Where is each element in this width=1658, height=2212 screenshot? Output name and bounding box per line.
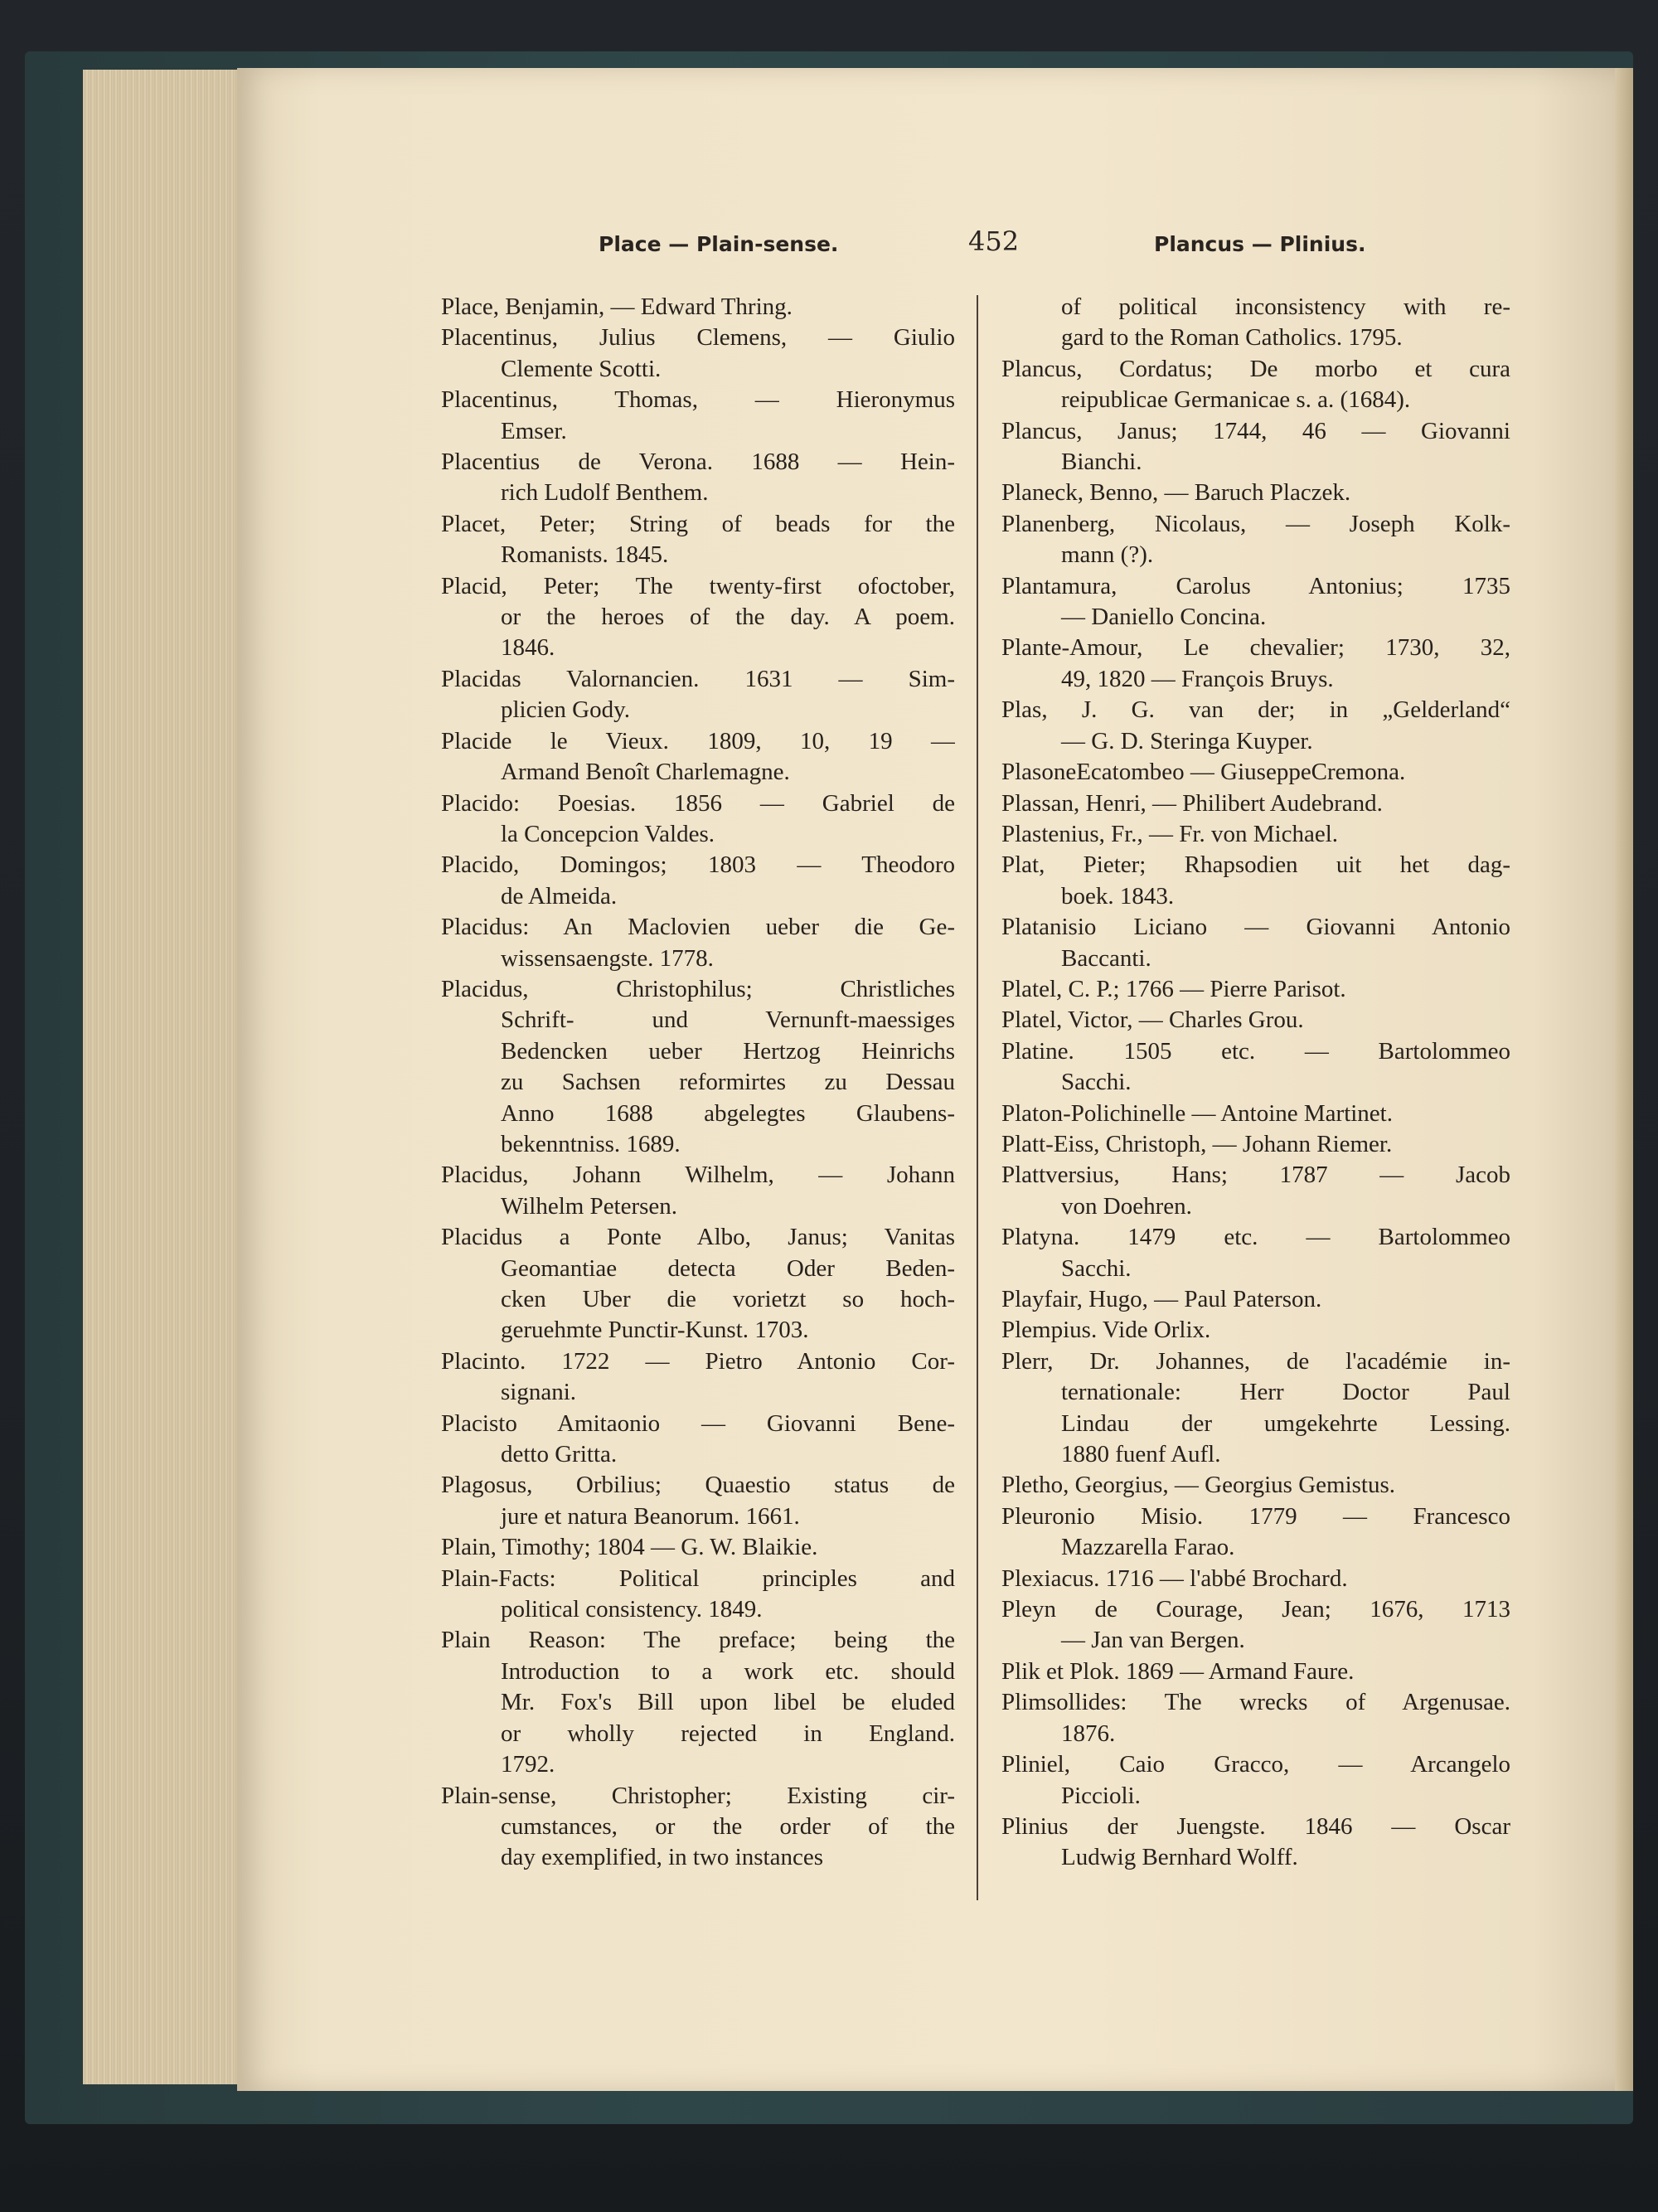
index-entry: [1001, 1470, 1510, 1501]
entry-line: rich Ludolf Benthem.: [501, 479, 709, 507]
index-entry: [1001, 1657, 1510, 1687]
index-entry: [1001, 292, 1510, 354]
index-entry: [441, 323, 955, 385]
index-entry: [1001, 1284, 1510, 1315]
entry-line: jure et natura Beanorum. 1661.: [501, 1502, 800, 1530]
entry-line: Platanisio Liciano — Giovanni Antonio: [1001, 914, 1510, 941]
entry-line: bekenntniss. 1689.: [501, 1130, 681, 1157]
right-column: [1001, 292, 1510, 1874]
entry-line: Bedencken ueber Hertzog Heinrichs: [501, 1037, 955, 1065]
index-entry: [1001, 1129, 1510, 1160]
entry-line: Plinius der Juengste. 1846 — Oscar: [1001, 1812, 1510, 1840]
entry-line: Plassan, Henri, — Philibert Audebrand.: [1001, 789, 1383, 817]
entry-line: — Daniello Concina.: [1061, 604, 1267, 631]
entry-line: Geomantiae detecta Oder Beden-: [501, 1254, 955, 1282]
index-entry: [441, 726, 955, 788]
entry-line: la Concepcion Valdes.: [501, 820, 715, 847]
page-edges: [83, 70, 240, 2084]
entry-line: geruehmte Punctir-Kunst. 1703.: [501, 1317, 809, 1344]
entry-line: de Almeida.: [501, 882, 618, 910]
index-entry: [1001, 912, 1510, 974]
index-entry: [1001, 509, 1510, 571]
entry-line: Plagosus, Orbilius; Quaestio status de: [441, 1472, 955, 1499]
entry-line: Sacchi.: [1061, 1069, 1132, 1096]
index-entry: [441, 1346, 955, 1409]
entry-line: Placentinus, Julius Clemens, — Giulio: [441, 324, 955, 352]
entry-line: day exemplified, in two instances: [501, 1844, 823, 1871]
entry-line: — Jan van Bergen.: [1061, 1627, 1245, 1654]
entry-line: Place, Benjamin, — Edward Thring.: [441, 293, 793, 320]
left-column: [441, 292, 955, 1874]
entry-line: Placidas Valornancien. 1631 — Sim-: [441, 665, 955, 692]
entry-line: or the heroes of the day. A poem.: [501, 604, 955, 631]
entry-line: von Doehren.: [1061, 1192, 1192, 1220]
index-entry: [441, 1532, 955, 1563]
entry-line: Schrift- und Vernunft-maessiges: [501, 1007, 955, 1034]
entry-line: Mazzarella Farao.: [1061, 1534, 1235, 1561]
entry-line: Ludwig Bernhard Wolff.: [1061, 1844, 1298, 1871]
index-entry: [1001, 571, 1510, 633]
index-entry: [1001, 416, 1510, 478]
entry-line: Placentinus, Thomas, — Hieronymus: [441, 386, 955, 414]
entry-line: Pleyn de Courage, Jean; 1676, 1713: [1001, 1596, 1510, 1623]
index-entry: [441, 1625, 955, 1780]
entry-line: Romanists. 1845.: [501, 541, 669, 569]
index-entry: [441, 664, 955, 726]
index-entry: [441, 447, 955, 509]
index-entry: [1001, 478, 1510, 508]
page-right-edge: [1615, 68, 1633, 2091]
entry-line: Plancus, Cordatus; De morbo et cura: [1001, 355, 1510, 382]
entry-line: Bianchi.: [1061, 449, 1142, 476]
entry-line: Pleuronio Misio. 1779 — Francesco: [1001, 1502, 1510, 1530]
entry-line: Plain-Facts: Political principles and: [441, 1564, 955, 1592]
entry-line: Plancus, Janus; 1744, 46 — Giovanni: [1001, 417, 1510, 444]
entry-line: — G. D. Steringa Kuyper.: [1061, 727, 1313, 754]
index-entry: [1001, 819, 1510, 850]
index-entry: [1001, 1501, 1510, 1564]
index-entry: [1001, 757, 1510, 788]
index-entry: [1001, 1564, 1510, 1594]
index-entry: [1001, 1346, 1510, 1471]
entry-line: Platel, Victor, — Charles Grou.: [1001, 1007, 1304, 1034]
index-entry: [1001, 1005, 1510, 1036]
index-entry: [1001, 695, 1510, 757]
index-entry: [1001, 1160, 1510, 1222]
index-entry: [441, 1781, 955, 1874]
entry-line: Plimsollides: The wrecks of Argenusae.: [1001, 1689, 1510, 1716]
index-entry: [441, 974, 955, 1160]
entry-line: Wilhelm Petersen.: [501, 1192, 678, 1220]
entry-line: Pliniel, Caio Gracco, — Arcangelo: [1001, 1751, 1510, 1778]
entry-line: Platt-Eiss, Christoph, — Johann Riemer.: [1001, 1130, 1393, 1157]
entry-line: 1792.: [501, 1751, 555, 1778]
entry-line: zu Sachsen reformirtes zu Dessau: [501, 1069, 955, 1096]
entry-line: Planeck, Benno, — Baruch Placzek.: [1001, 479, 1351, 507]
index-entry: [1001, 1099, 1510, 1129]
column-rule: [977, 295, 978, 1900]
entry-line: Piccioli.: [1061, 1782, 1141, 1809]
index-entry: [441, 912, 955, 974]
index-entry: [441, 509, 955, 571]
index-entry: [1001, 974, 1510, 1005]
entry-line: Plat, Pieter; Rhapsodien uit het dag-: [1001, 851, 1510, 879]
entry-line: wissensaengste. 1778.: [501, 944, 714, 972]
entry-line: Plantamura, Carolus Antonius; 1735: [1001, 572, 1510, 599]
entry-line: Planenberg, Nicolaus, — Joseph Kolk-: [1001, 510, 1510, 537]
index-entry: [1001, 354, 1510, 416]
index-entry: [1001, 1812, 1510, 1874]
page-number: 452: [968, 226, 1020, 257]
entry-line: Mr. Fox's Bill upon libel be eluded: [501, 1689, 955, 1716]
index-entry: [441, 385, 955, 447]
index-entry: [441, 1470, 955, 1532]
entry-line: Platyna. 1479 etc. — Bartolommeo: [1001, 1224, 1510, 1251]
entry-line: Introduction to a work etc. should: [501, 1657, 955, 1685]
entry-line: ternationale: Herr Doctor Paul: [1061, 1379, 1510, 1406]
entry-line: Lindau der umgekehrte Lessing.: [1061, 1409, 1510, 1437]
entry-line: Plempius. Vide Orlix.: [1001, 1317, 1211, 1344]
entry-line: political consistency. 1849.: [501, 1596, 763, 1623]
index-entry: [441, 788, 955, 851]
entry-line: Placisto Amitaonio — Giovanni Bene-: [441, 1409, 955, 1437]
entry-line: plicien Gody.: [501, 696, 630, 724]
index-entry: [441, 850, 955, 912]
entry-line: 1846.: [501, 634, 555, 662]
entry-line: Anno 1688 abgelegtes Glaubens-: [501, 1099, 955, 1127]
entry-line: Placidus a Ponte Albo, Janus; Vanitas: [441, 1224, 955, 1251]
entry-line: Placid, Peter; The twenty-first ofoctober,: [441, 572, 955, 599]
entry-line: Emser.: [501, 417, 567, 444]
entry-line: Plante-Amour, Le chevalier; 1730, 32,: [1001, 634, 1510, 662]
entry-line: Platel, C. P.; 1766 — Pierre Parisot.: [1001, 975, 1346, 1002]
entry-line: Plastenius, Fr., — Fr. von Michael.: [1001, 820, 1338, 847]
entry-line: cken Uber die vorietzt so hoch-: [501, 1286, 955, 1312]
entry-line: Placide le Vieux. 1809, 10, 19 —: [441, 727, 955, 754]
entry-line: Placentius de Verona. 1688 — Hein-: [441, 449, 955, 476]
entry-line: Baccanti.: [1061, 944, 1151, 972]
index-entry: [1001, 788, 1510, 819]
entry-line: 1876.: [1061, 1720, 1116, 1747]
index-entry: [441, 292, 955, 323]
entry-line: reipublicae Germanicae s. a. (1684).: [1061, 386, 1411, 414]
entry-line: Placet, Peter; String of beads for the: [441, 510, 955, 537]
entry-line: Plain, Timothy; 1804 — G. W. Blaikie.: [441, 1534, 818, 1561]
entry-line: PlasoneEcatombeo — GiuseppeCremona.: [1001, 759, 1406, 786]
entry-line: Platon-Polichinelle — Antoine Martinet.: [1001, 1099, 1393, 1127]
entry-line: Armand Benoît Charlemagne.: [501, 759, 790, 786]
entry-line: Placidus, Christophilus; Christliches: [441, 975, 955, 1002]
index-entry: [441, 571, 955, 664]
entry-line: Sacchi.: [1061, 1254, 1132, 1282]
entry-line: Plexiacus. 1716 — l'abbé Brochard.: [1001, 1564, 1348, 1592]
entry-line: Placidus, Johann Wilhelm, — Johann: [441, 1162, 955, 1189]
entry-line: Plas, J. G. van der; in „Gelderland“: [1001, 696, 1510, 724]
entry-line: Platine. 1505 etc. — Bartolommeo: [1001, 1037, 1510, 1065]
entry-line: Playfair, Hugo, — Paul Paterson.: [1001, 1286, 1322, 1312]
entry-line: signani.: [501, 1379, 577, 1406]
entry-line: Plain-sense, Christopher; Existing cir-: [441, 1782, 955, 1809]
running-head-left: Place — Plain-sense.: [599, 232, 839, 256]
entry-line: Plerr, Dr. Johannes, de l'académie in-: [1001, 1347, 1510, 1375]
index-entry: [441, 1564, 955, 1626]
index-entry: [1001, 633, 1510, 695]
entry-line: mann (?).: [1061, 541, 1154, 569]
index-entry: [1001, 1315, 1510, 1346]
entry-line: detto Gritta.: [501, 1441, 618, 1468]
entry-line: Placido: Poesias. 1856 — Gabriel de: [441, 789, 955, 817]
index-entry: [441, 1160, 955, 1222]
index-entry: [1001, 1222, 1510, 1284]
index-entry: [1001, 1036, 1510, 1099]
entry-line: gard to the Roman Catholics. 1795.: [1061, 324, 1403, 352]
entry-line: Placinto. 1722 — Pietro Antonio Cor-: [441, 1347, 955, 1375]
entry-line: Plik et Plok. 1869 — Armand Faure.: [1001, 1657, 1355, 1685]
entry-line: boek. 1843.: [1061, 882, 1175, 910]
entry-line: 1880 fuenf Aufl.: [1061, 1441, 1221, 1468]
entry-line: or wholly rejected in England.: [501, 1720, 955, 1747]
entry-line: 49, 1820 — François Bruys.: [1061, 665, 1334, 692]
index-entry: [1001, 1687, 1510, 1749]
entry-line: Plain Reason: The preface; being the: [441, 1627, 955, 1654]
entry-line: Clemente Scotti.: [501, 355, 662, 382]
entry-line: Pletho, Georgius, — Georgius Gemistus.: [1001, 1472, 1396, 1499]
index-entry: [441, 1222, 955, 1346]
running-head-right: Plancus — Plinius.: [1154, 232, 1366, 256]
entry-line: Placidus: An Maclovien ueber die Ge-: [441, 914, 955, 941]
index-entry: [1001, 1749, 1510, 1812]
entry-line: cumstances, or the order of the: [501, 1812, 955, 1840]
entry-line: Placido, Domingos; 1803 — Theodoro: [441, 851, 955, 879]
index-entry: [1001, 1594, 1510, 1657]
entry-line: Plattversius, Hans; 1787 — Jacob: [1001, 1162, 1510, 1189]
index-entry: [441, 1409, 955, 1471]
index-entry: [1001, 850, 1510, 912]
entry-line: of political inconsistency with re-: [1061, 293, 1510, 320]
